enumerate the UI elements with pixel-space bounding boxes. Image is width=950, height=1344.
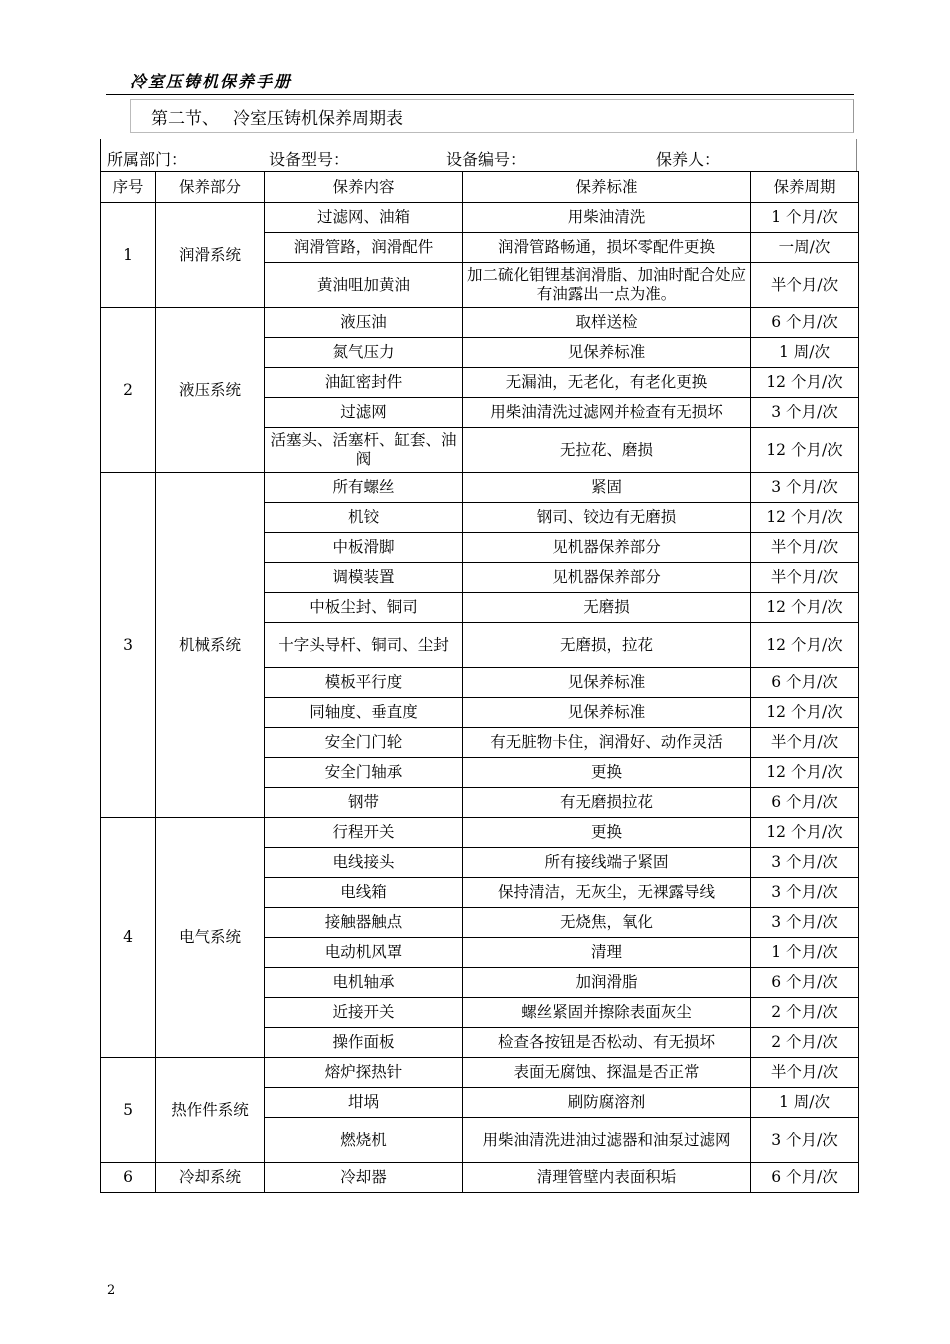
maintenance-standard-cell: 钢司、铰边有无磨损 xyxy=(463,503,751,533)
maintenance-standard-cell: 保持清洁，无灰尘，无裸露导线 xyxy=(463,878,751,908)
maintenance-standard-cell: 表面无腐蚀、探温是否正常 xyxy=(463,1058,751,1088)
maintenance-content-cell: 电线接头 xyxy=(265,848,463,878)
maintenance-cycle-cell: 12 个月/次 xyxy=(751,503,859,533)
maintenance-standard-cell: 无磨损，拉花 xyxy=(463,623,751,668)
maintenance-standard-cell: 见保养标准 xyxy=(463,698,751,728)
maintenance-standard-cell: 无拉花、磨损 xyxy=(463,428,751,473)
maintenance-cycle-cell: 半个月/次 xyxy=(751,533,859,563)
row-number-cell: 2 xyxy=(101,308,156,473)
maintenance-schedule-table xyxy=(100,171,859,1193)
maintenance-cycle-cell: 12 个月/次 xyxy=(751,818,859,848)
table-row xyxy=(101,308,859,338)
model-label: 设备型号： xyxy=(269,150,350,169)
maintenance-cycle-cell: 3 个月/次 xyxy=(751,848,859,878)
maintenance-content-cell: 电线箱 xyxy=(265,878,463,908)
maintenance-cycle-cell: 12 个月/次 xyxy=(751,623,859,668)
row-number-cell: 3 xyxy=(101,473,156,818)
maintenance-standard-cell: 见保养标准 xyxy=(463,338,751,368)
maintenance-standard-cell: 用柴油清洗进油过滤器和油泵过滤网 xyxy=(463,1118,751,1163)
section-title-text: 冷室压铸机保养周期表 xyxy=(233,109,403,129)
maintenance-part-cell: 润滑系统 xyxy=(156,203,265,308)
maintenance-cycle-cell: 半个月/次 xyxy=(751,263,859,308)
page-number: 2 xyxy=(107,1283,116,1298)
maintainer-label: 保养人： xyxy=(656,150,721,169)
row-number-cell: 1 xyxy=(101,203,156,308)
maintenance-standard-cell: 紧固 xyxy=(463,473,751,503)
maintenance-content-cell: 机铰 xyxy=(265,503,463,533)
form-info-row xyxy=(100,139,857,171)
maintenance-content-cell: 坩埚 xyxy=(265,1088,463,1118)
maintenance-content-cell: 所有螺丝 xyxy=(265,473,463,503)
column-header: 保养标准 xyxy=(463,172,751,203)
maintenance-cycle-cell: 12 个月/次 xyxy=(751,428,859,473)
maintenance-standard-cell: 加二硫化钼锂基润滑脂、加油时配合处应有油露出一点为准。 xyxy=(463,263,751,308)
table-row xyxy=(101,1058,859,1088)
maintenance-content-cell: 氮气压力 xyxy=(265,338,463,368)
maintenance-cycle-cell: 6 个月/次 xyxy=(751,788,859,818)
maintenance-cycle-cell: 半个月/次 xyxy=(751,728,859,758)
maintenance-standard-cell: 用柴油清洗过滤网并检查有无损坏 xyxy=(463,398,751,428)
maintenance-standard-cell: 更换 xyxy=(463,818,751,848)
maintenance-standard-cell: 加润滑脂 xyxy=(463,968,751,998)
maintenance-content-cell: 过滤网 xyxy=(265,398,463,428)
maintenance-standard-cell: 检查各按钮是否松动、有无损坏 xyxy=(463,1028,751,1058)
maintenance-content-cell: 中板滑脚 xyxy=(265,533,463,563)
table-row xyxy=(101,203,859,233)
maintenance-content-cell: 燃烧机 xyxy=(265,1118,463,1163)
maintenance-cycle-cell: 1 周/次 xyxy=(751,1088,859,1118)
maintenance-content-cell: 调模装置 xyxy=(265,563,463,593)
maintenance-standard-cell: 无漏油，无老化，有老化更换 xyxy=(463,368,751,398)
maintenance-content-cell: 操作面板 xyxy=(265,1028,463,1058)
maintenance-standard-cell: 清理 xyxy=(463,938,751,968)
maintenance-content-cell: 活塞头、活塞杆、缸套、油阀 xyxy=(265,428,463,473)
maintenance-standard-cell: 用柴油清洗 xyxy=(463,203,751,233)
section-heading xyxy=(151,104,417,129)
maintenance-cycle-cell: 12 个月/次 xyxy=(751,593,859,623)
maintenance-content-cell: 冷却器 xyxy=(265,1163,463,1193)
row-number-cell: 6 xyxy=(101,1163,156,1193)
maintenance-content-cell: 中板尘封、铜司 xyxy=(265,593,463,623)
maintenance-content-cell: 液压油 xyxy=(265,308,463,338)
maintenance-content-cell: 润滑管路，润滑配件 xyxy=(265,233,463,263)
maintenance-content-cell: 近接开关 xyxy=(265,998,463,1028)
maintenance-content-cell: 模板平行度 xyxy=(265,668,463,698)
header-rule xyxy=(106,94,854,95)
maintenance-cycle-cell: 2 个月/次 xyxy=(751,1028,859,1058)
maintenance-content-cell: 熔炉探热针 xyxy=(265,1058,463,1088)
maintenance-standard-cell: 见机器保养部分 xyxy=(463,563,751,593)
maintenance-content-cell: 安全门轴承 xyxy=(265,758,463,788)
maintenance-standard-cell: 刷防腐溶剂 xyxy=(463,1088,751,1118)
column-header: 保养内容 xyxy=(265,172,463,203)
maintenance-content-cell: 黄油咀加黄油 xyxy=(265,263,463,308)
maintenance-cycle-cell: 3 个月/次 xyxy=(751,908,859,938)
maintenance-standard-cell: 润滑管路畅通，损坏零配件更换 xyxy=(463,233,751,263)
maintenance-cycle-cell: 1 个月/次 xyxy=(751,203,859,233)
maintenance-cycle-cell: 1 周/次 xyxy=(751,338,859,368)
column-header: 序号 xyxy=(101,172,156,203)
maintenance-cycle-cell: 3 个月/次 xyxy=(751,473,859,503)
maintenance-standard-cell: 所有接线端子紧固 xyxy=(463,848,751,878)
maintenance-cycle-cell: 12 个月/次 xyxy=(751,368,859,398)
column-header: 保养部分 xyxy=(156,172,265,203)
maintenance-cycle-cell: 6 个月/次 xyxy=(751,1163,859,1193)
maintenance-standard-cell: 有无脏物卡住，润滑好、动作灵活 xyxy=(463,728,751,758)
maintenance-standard-cell: 螺丝紧固并擦除表面灰尘 xyxy=(463,998,751,1028)
maintenance-cycle-cell: 3 个月/次 xyxy=(751,1118,859,1163)
serial-label: 设备编号： xyxy=(446,150,527,169)
maintenance-standard-cell: 清理管壁内表面积垢 xyxy=(463,1163,751,1193)
maintenance-cycle-cell: 6 个月/次 xyxy=(751,308,859,338)
maintenance-content-cell: 电动机风罩 xyxy=(265,938,463,968)
maintenance-cycle-cell: 6 个月/次 xyxy=(751,668,859,698)
table-header-row xyxy=(101,172,859,203)
maintenance-cycle-cell: 半个月/次 xyxy=(751,1058,859,1088)
maintenance-content-cell: 同轴度、垂直度 xyxy=(265,698,463,728)
maintenance-standard-cell: 有无磨损拉花 xyxy=(463,788,751,818)
table-body xyxy=(101,203,859,1193)
row-number-cell: 4 xyxy=(101,818,156,1058)
column-header: 保养周期 xyxy=(751,172,859,203)
department-label: 所属部门： xyxy=(107,150,188,169)
table-row xyxy=(101,473,859,503)
running-header-title: 冷室压铸机保养手册 xyxy=(130,72,293,91)
maintenance-part-cell: 热作件系统 xyxy=(156,1058,265,1163)
maintenance-standard-cell: 见机器保养部分 xyxy=(463,533,751,563)
table-row xyxy=(101,818,859,848)
maintenance-standard-cell: 无磨损 xyxy=(463,593,751,623)
maintenance-cycle-cell: 12 个月/次 xyxy=(751,698,859,728)
maintenance-content-cell: 钢带 xyxy=(265,788,463,818)
maintenance-standard-cell: 见保养标准 xyxy=(463,668,751,698)
maintenance-content-cell: 接触器触点 xyxy=(265,908,463,938)
maintenance-content-cell: 安全门门轮 xyxy=(265,728,463,758)
maintenance-content-cell: 行程开关 xyxy=(265,818,463,848)
maintenance-standard-cell: 更换 xyxy=(463,758,751,788)
maintenance-part-cell: 液压系统 xyxy=(156,308,265,473)
row-number-cell: 5 xyxy=(101,1058,156,1163)
maintenance-cycle-cell: 6 个月/次 xyxy=(751,968,859,998)
maintenance-standard-cell: 无烧焦，氧化 xyxy=(463,908,751,938)
maintenance-part-cell: 电气系统 xyxy=(156,818,265,1058)
maintenance-cycle-cell: 3 个月/次 xyxy=(751,878,859,908)
section-number: 第二节、 xyxy=(151,109,219,129)
maintenance-content-cell: 电机轴承 xyxy=(265,968,463,998)
maintenance-cycle-cell: 3 个月/次 xyxy=(751,398,859,428)
maintenance-cycle-cell: 12 个月/次 xyxy=(751,758,859,788)
maintenance-standard-cell: 取样送检 xyxy=(463,308,751,338)
maintenance-part-cell: 机械系统 xyxy=(156,473,265,818)
maintenance-cycle-cell: 一周/次 xyxy=(751,233,859,263)
maintenance-content-cell: 油缸密封件 xyxy=(265,368,463,398)
table-row xyxy=(101,1163,859,1193)
maintenance-part-cell: 冷却系统 xyxy=(156,1163,265,1193)
maintenance-cycle-cell: 半个月/次 xyxy=(751,563,859,593)
maintenance-cycle-cell: 1 个月/次 xyxy=(751,938,859,968)
maintenance-content-cell: 过滤网、油箱 xyxy=(265,203,463,233)
maintenance-content-cell: 十字头导杆、铜司、尘封 xyxy=(265,623,463,668)
maintenance-cycle-cell: 2 个月/次 xyxy=(751,998,859,1028)
